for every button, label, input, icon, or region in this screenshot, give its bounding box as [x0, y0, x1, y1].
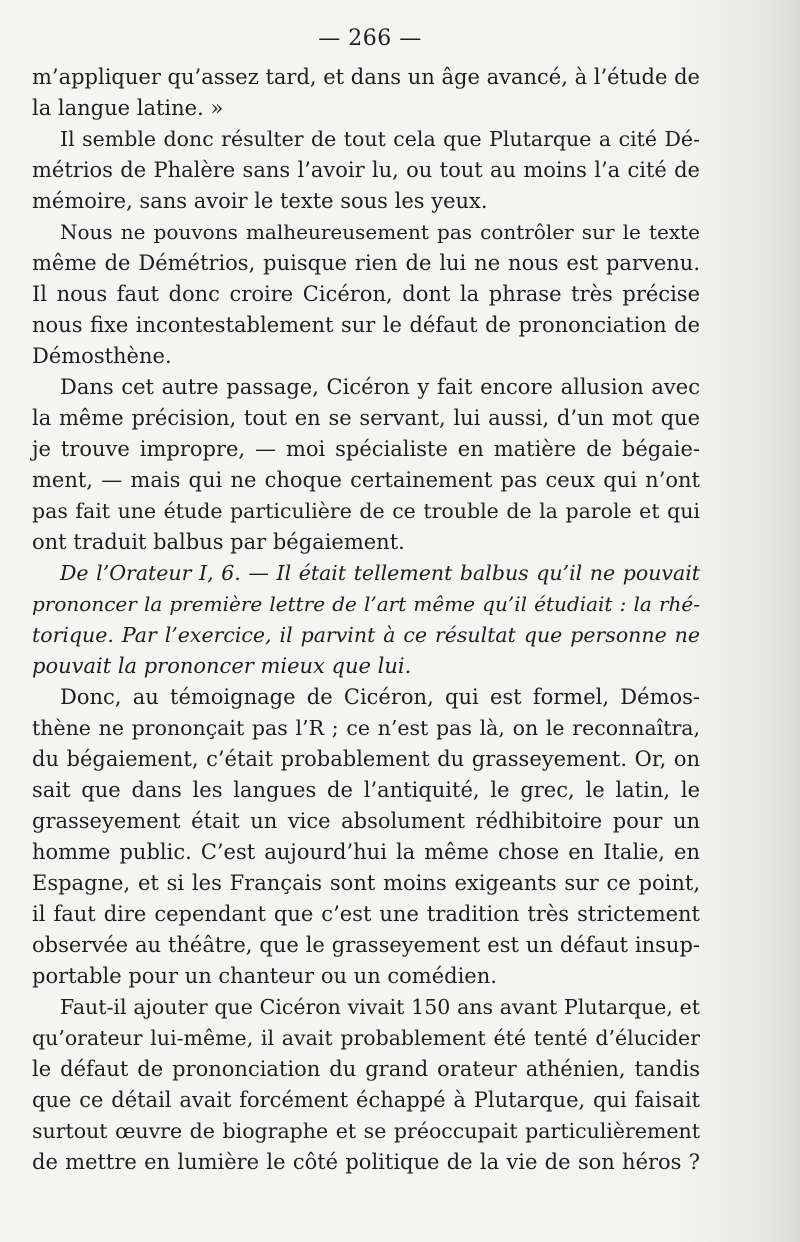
text-line: thène ne prononçait pas l’R ; ce n’est pas là, on le reconnaîtra,: [32, 716, 700, 740]
text-line: pouvait la prononcer mieux que lui.: [32, 654, 412, 678]
text-line: Il semble donc résulter de tout cela que Plutarque a cité Dé-: [60, 127, 700, 151]
page-number: — 266 —: [318, 26, 422, 51]
text-line: Faut-il ajouter que Cicéron vivait 150 ans avant Plutarque, et: [60, 995, 700, 1019]
text-line: prononcer la première lettre de l’art même qu’il étudiait : la rhé-: [32, 592, 700, 616]
text-line: ment, — mais qui ne choque certainement pas ceux qui n’ont: [32, 468, 700, 492]
text-line: nous fixe incontestablement sur le défaut de prononciation de: [32, 313, 700, 337]
text-line: ont traduit balbus par bégaiement.: [32, 530, 405, 554]
text-line: mémoire, sans avoir le texte sous les yeux.: [32, 189, 488, 213]
text-line: portable pour un chanteur ou un comédien.: [32, 964, 497, 988]
text-line: il faut dire cependant que c’est une tradition très strictement: [32, 902, 700, 926]
text-line: Nous ne pouvons malheureusement pas contrôler sur le texte: [60, 220, 700, 244]
text-line: m’appliquer qu’assez tard, et dans un âge avancé, à l’étude de: [32, 65, 700, 89]
text-line: observée au théâtre, que le grasseyement est un défaut insup-: [32, 933, 700, 957]
text-line: homme public. C’est aujourd’hui la même chose en Italie, en: [32, 840, 700, 864]
text-line: surtout œuvre de biographe et se préoccupait particulièrement: [32, 1119, 700, 1143]
text-line: du bégaiement, c’était probablement du grasseyement. Or, on: [32, 747, 700, 771]
text-line: de mettre en lumière le côté politique de la vie de son héros ?: [32, 1150, 700, 1174]
text-line: Démosthène.: [32, 344, 172, 368]
text-line: Espagne, et si les Français sont moins exigeants sur ce point,: [32, 871, 700, 895]
text-line: métrios de Phalère sans l’avoir lu, ou tout au moins l’a cité de: [32, 158, 700, 182]
text-line: la langue latine. »: [32, 96, 224, 120]
text-line: Donc, au témoignage de Cicéron, qui est formel, Démos-: [60, 685, 700, 709]
text-line: Il nous faut donc croire Cicéron, dont la phrase très précise: [32, 282, 700, 306]
text-line: je trouve impropre, — moi spécialiste en matière de bégaie-: [32, 437, 700, 461]
text-line: pas fait une étude particulière de ce trouble de la parole et qui: [32, 499, 700, 523]
text-line: la même précision, tout en se servant, lui aussi, d’un mot que: [32, 406, 700, 430]
text-line: grasseyement était un vice absolument rédhibitoire pour un: [32, 809, 700, 833]
text-line: même de Démétrios, puisque rien de lui ne nous est parvenu.: [32, 251, 700, 275]
text-line: qu’orateur lui-même, il avait probablement été tenté d’élucider: [32, 1026, 700, 1050]
body-text: [32, 62, 700, 1178]
text-line: Dans cet autre passage, Cicéron y fait encore allusion avec: [60, 375, 700, 399]
text-line: torique. Par l’exercice, il parvint à ce résultat que personne ne: [32, 623, 700, 647]
text-line: sait que dans les langues de l’antiquité, le grec, le latin, le: [32, 778, 700, 802]
text-line: que ce détail avait forcément échappé à Plutarque, qui faisait: [32, 1088, 700, 1112]
text-line: De l’Orateur I, 6. — Il était tellement balbus qu’il ne pouvait: [60, 561, 700, 585]
text-line: le défaut de prononciation du grand orateur athénien, tandis: [32, 1057, 700, 1081]
